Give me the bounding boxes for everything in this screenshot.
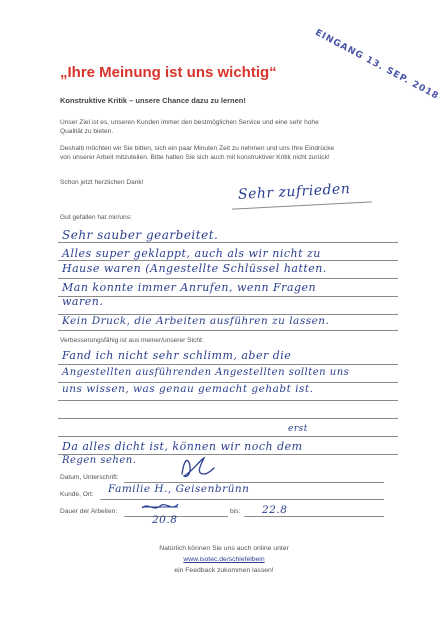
- signature: [178, 452, 218, 482]
- liked-line-3: [58, 278, 398, 279]
- intro-line-1: Unser Ziel ist es, unseren Kunden immer den bestmöglichen Service und eine sehr hohe: [60, 119, 319, 126]
- crossed-out-date: [140, 500, 180, 514]
- form-subtitle: Konstruktive Kritik – unsere Chance dazu zu lernen!: [60, 96, 246, 105]
- liked-text-2: Alles super geklappt, auch als wir nicht zu: [62, 247, 321, 260]
- liked-line-1: [58, 242, 398, 243]
- footer-line-3: ein Feedback zukommen lassen!: [174, 567, 274, 574]
- until-label: bis:: [230, 508, 241, 515]
- duration-label: Dauer der Arbeiten:: [60, 508, 118, 515]
- liked-line-6: [58, 330, 398, 331]
- customer-name: Familie H., Geisenbrünn: [108, 483, 250, 495]
- request-line-2: von unserer Arbeit mitzuteilen. Bitte halten Sie sich auch mit konstruktiver Kritik nicht zurück!: [60, 154, 330, 161]
- improve-line-4: [58, 418, 398, 419]
- improve-text-3: uns wissen, was genau gemacht gehabt ist.: [62, 383, 314, 395]
- improve-label: Verbesserungsfähig ist aus meiner/unserer Sicht:: [60, 337, 204, 344]
- liked-text-4: Man konnte immer Anrufen, wenn Fragen: [62, 281, 317, 294]
- thanks-text: Schon jetzt herzlichen Dank!: [60, 179, 144, 186]
- improve-text-4: erst: [288, 424, 308, 434]
- liked-text-6: Kein Druck, die Arbeiten ausführen zu lassen.: [62, 315, 330, 327]
- duration-from: 20.8: [152, 514, 178, 526]
- overall-remark-underline: [232, 201, 372, 209]
- liked-text-5: waren.: [62, 295, 104, 308]
- date-label: Datum, Unterschrift:: [60, 474, 119, 481]
- improve-text-2: Angestellten ausführenden Angestellten sollten uns: [62, 367, 350, 378]
- customer-label: Kunde, Ort:: [60, 491, 94, 498]
- overall-remark: Sehr zufrieden: [237, 181, 351, 203]
- liked-line-4: [58, 296, 398, 297]
- liked-label: Gut gefallen hat mir/uns:: [60, 214, 132, 221]
- liked-text-3: Hause waren (Angestellte Schlüssel hatten.: [62, 262, 327, 275]
- improve-line-3: [58, 400, 398, 401]
- footer-link-row: [0, 554, 448, 565]
- duration-to-line: [244, 516, 384, 517]
- duration-to: 22.8: [262, 504, 288, 516]
- request-line-1: Deshalb möchten wir Sie bitten, sich ein paar Minuten Zeit zu nehmen und uns Ihre Eindrücke: [60, 145, 335, 152]
- liked-line-2: [58, 260, 398, 261]
- improve-text-6: Regen sehen.: [62, 455, 137, 466]
- improve-text-5: Da alles dicht ist, können wir noch dem: [62, 440, 303, 453]
- form-title: „Ihre Meinung ist uns wichtig“: [60, 64, 277, 81]
- intro-line-2: Qualität zu bieten.: [60, 128, 114, 135]
- website-link[interactable]: www.isotec.de/schiefelbein: [183, 556, 265, 563]
- improve-text-1: Fand ich nicht sehr schlimm, aber die: [62, 349, 292, 362]
- improve-line-5: [58, 436, 398, 437]
- improve-line-1: [58, 364, 398, 365]
- received-stamp: EINGANG 13. SEP. 2018: [313, 28, 441, 102]
- footer-line-1: Natürlich können Sie uns auch online unter: [159, 545, 289, 552]
- liked-text-1: Sehr sauber gearbeitet.: [62, 228, 219, 242]
